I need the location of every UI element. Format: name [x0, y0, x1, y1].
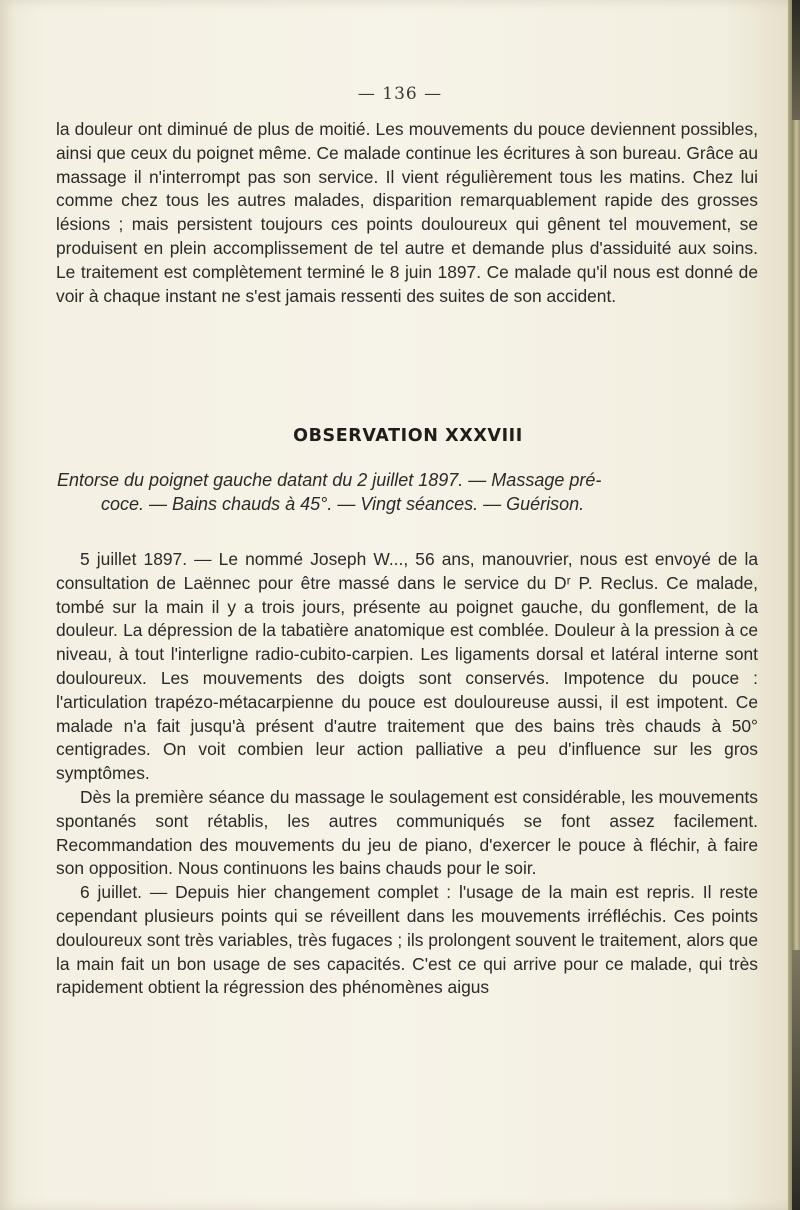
page-edge-shadow-bottom	[792, 950, 800, 1210]
intro-paragraph-block	[56, 118, 758, 308]
subtitle-line-2: coce. — Bains chauds à 45°. — Vingt séances. — Guérison.	[101, 494, 585, 514]
body-paragraph: Dès la première séance du massage le soulagement est considérable, les mouvements spontanés sont rétablis, les autres communiqués se font assez facilement. Recommandation des mouvements du jeu de piano, d'exercer le pouce à fléchir, à faire son opposition. Nous continuons les bains chauds pour le soir.	[56, 786, 758, 879]
observation-subtitle	[57, 468, 757, 516]
body-paragraph: 5 juillet 1897. — Le nommé Joseph W..., 56 ans, manouvrier, nous est envoyé de la consultation de Laënnec pour être massé dans le service du Dʳ P. Reclus. Ce malade, tombé sur la main il y a trois jours, présente au poignet gauche, du gonflement, de la douleur. La dépression de la tabatière anatomique est comblée. Douleur à la pression à ce niveau, à tout l'interligne radio-cubito-carpien. Les ligaments dorsal et latéral interne sont douloureux. Les mouvements des doigts sont conservés. Impotence du pouce : l'articulation trapézo-métacarpienne du pouce est douloureuse aussi, il est impotent. Ce malade n'a fait jusqu'à présent d'autre traitement que des bains très chauds à 50° centigrades. On voit combien leur action palliative a peu d'influence sur les gros symptômes.	[56, 549, 758, 784]
body-paragraph: 6 juillet. — Depuis hier changement complet : l'usage de la main est repris. Il reste cependant plusieurs points qui se réveillent dans les mouvements irréfléchis. Ces points douloureux sont très variables, très fugaces ; ils prolongent souvent le traitement, alors que la main fait un bon usage de ses capacités. C'est ce qui arrive pour ce malade, qui très rapidement obtient la régression des phénomènes aigus	[56, 882, 758, 998]
page-number: — 136 —	[357, 84, 443, 104]
observation-heading: OBSERVATION XXXVIII	[293, 426, 523, 446]
intro-paragraph: la douleur ont diminué de plus de moitié. Les mouvements du pouce deviennent possibles, ainsi que ceux du poignet même. Ce malade continue les écritures à son bureau. Grâce au massage il n'interrompt pas son service. Il vient régulièrement tous les matins. Chez lui comme chez tous les autres malades, disparition remarquablement rapide des grosses lésions ; mais persistent toujours ces points douloureux qui gênent tel mouvement, se produisent en plein accomplissement de tel autre et demande plus d'assiduité aux soins. Le traitement est complètement terminé le 8 juin 1897. Ce malade qu'il nous est donné de voir à chaque instant ne s'est jamais ressenti des suites de son accident.	[56, 119, 758, 306]
subtitle-line-1: Entorse du poignet gauche datant du 2 juillet 1897. — Massage pré-	[57, 470, 602, 490]
observation-body	[56, 548, 758, 1000]
